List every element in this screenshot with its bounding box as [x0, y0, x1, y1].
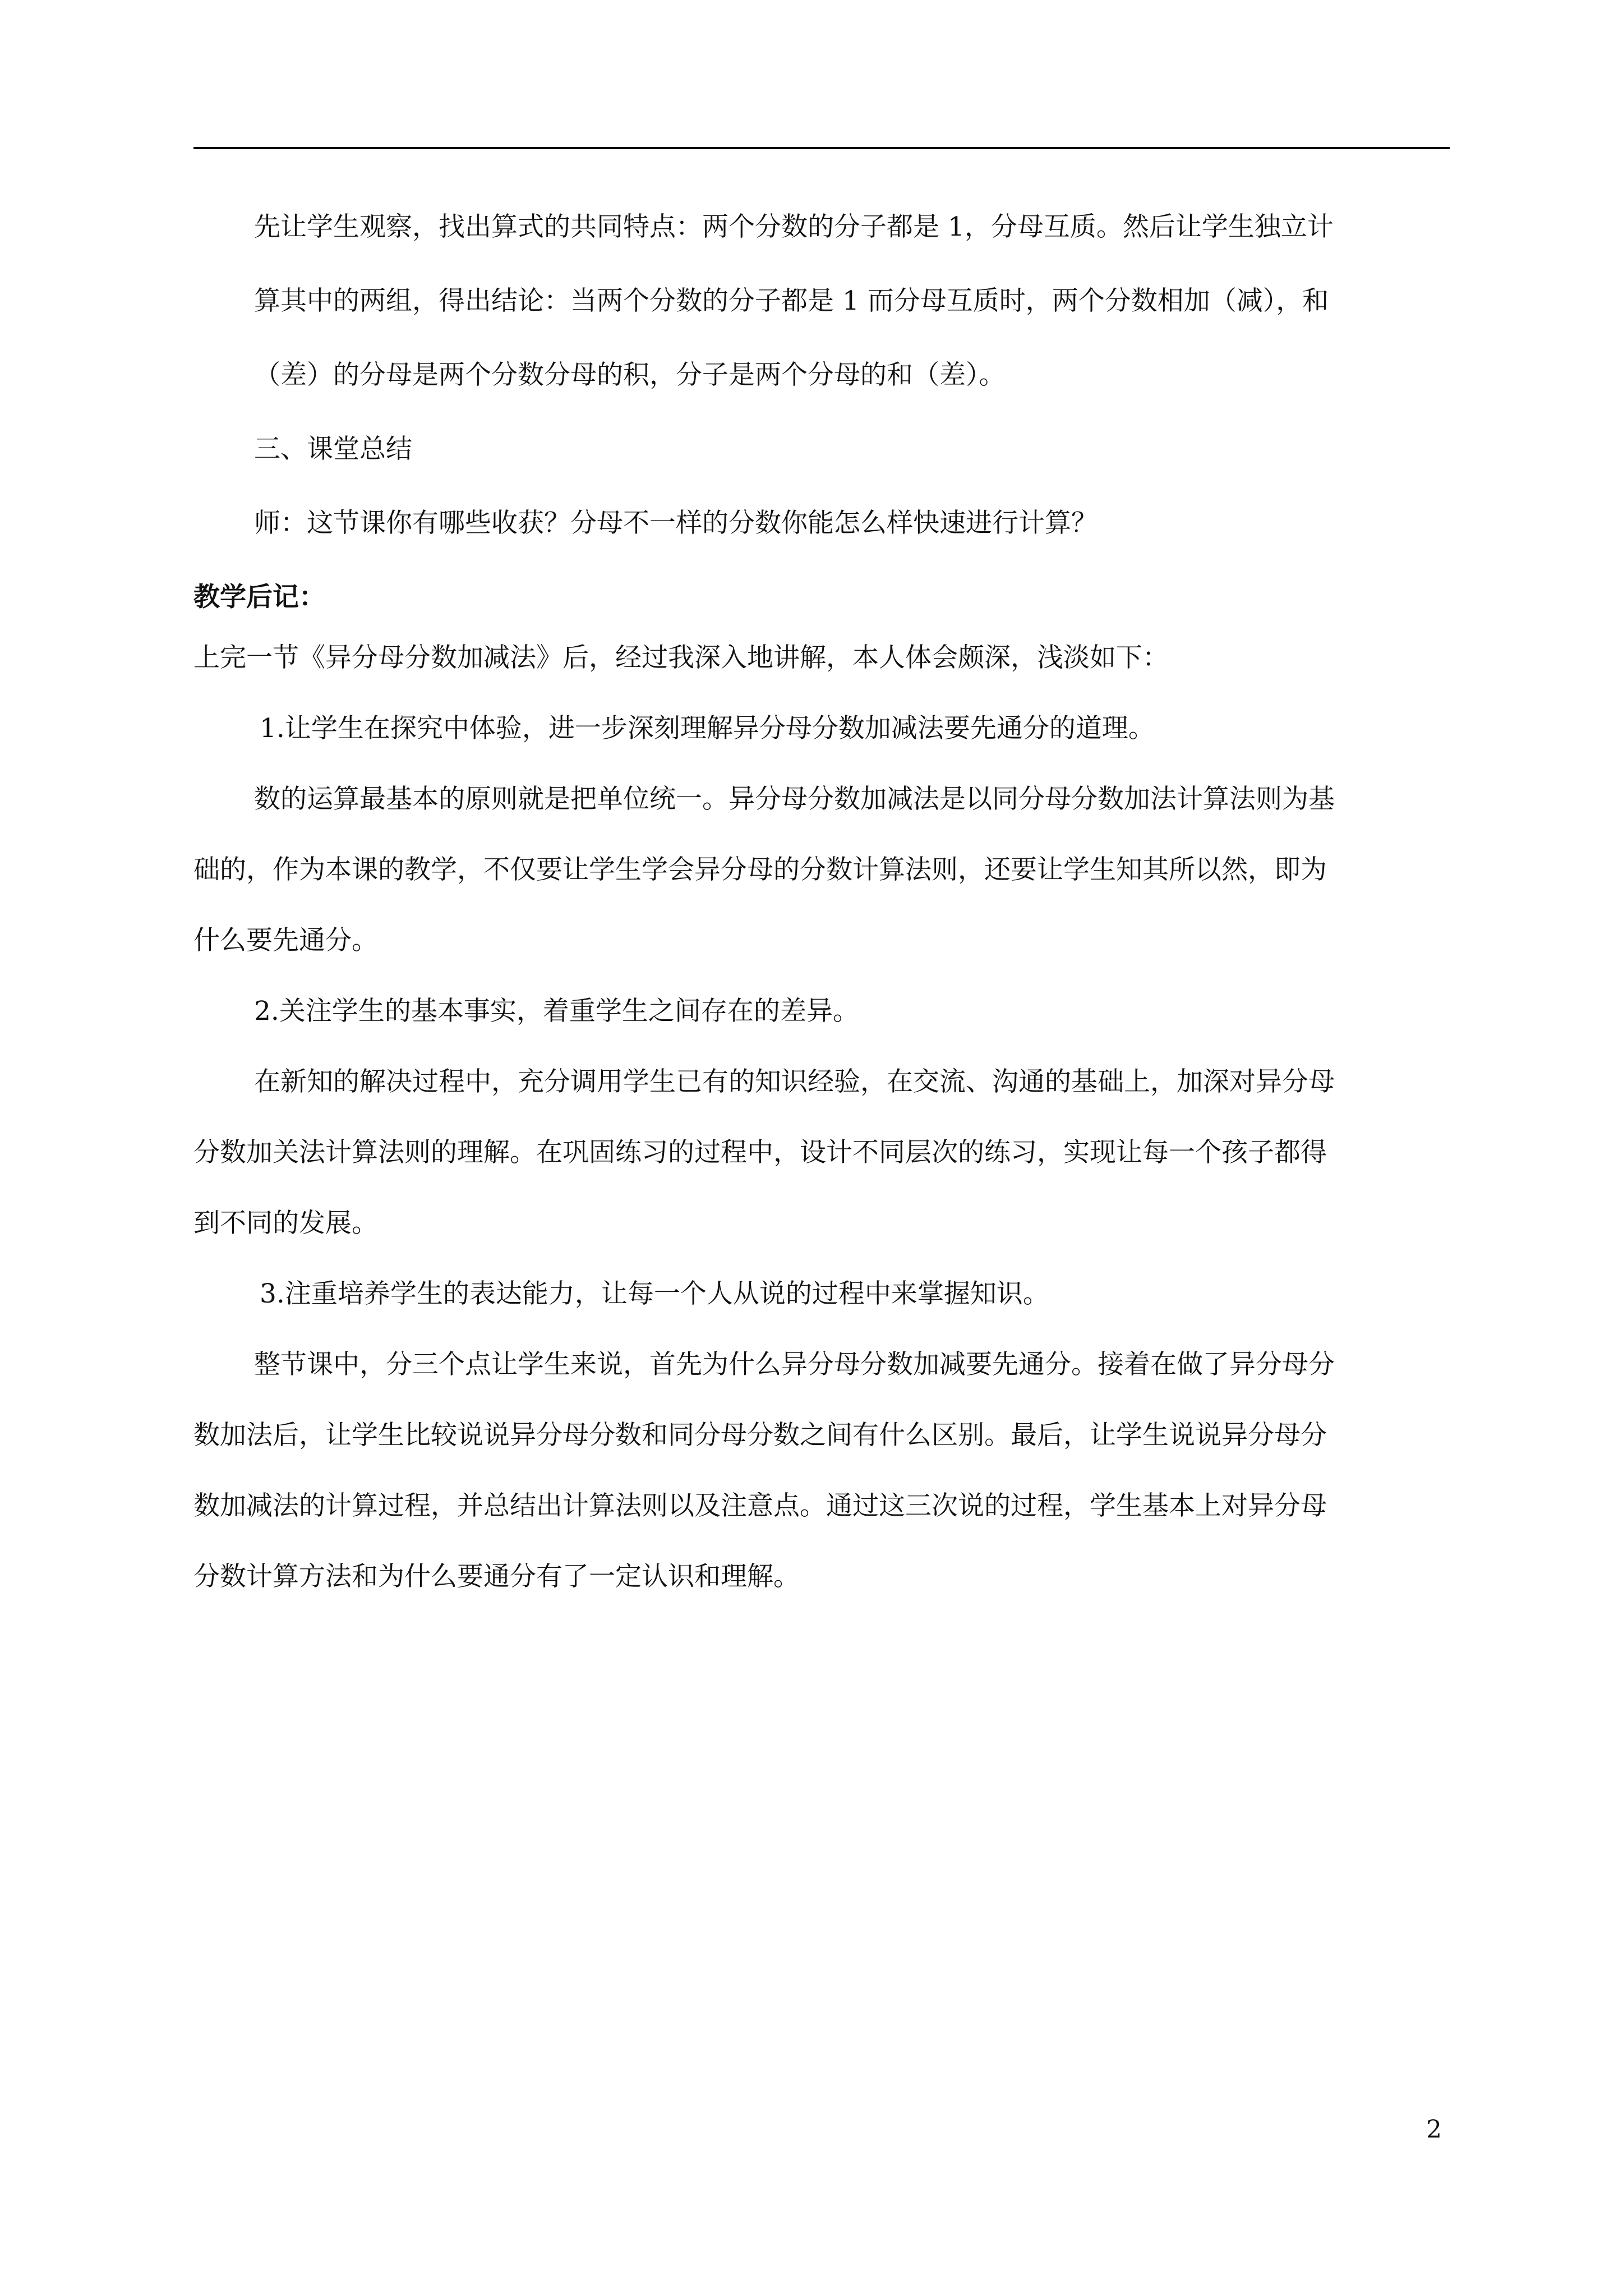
paragraph-line: 分数加关法计算法则的理解。在巩固练习的过程中，设计不同层次的练习，实现让每一个孩子都得	[193, 1137, 1327, 1168]
paragraph-line: 什么要先通分。	[193, 925, 378, 956]
paragraph-line: 分数计算方法和为什么要通分有了一定认识和理解。	[193, 1561, 800, 1592]
numbered-point: 3.注重培养学生的表达能力，让每一个人从说的过程中来掌握知识。	[260, 1278, 1049, 1309]
postscript-heading: 教学后记：	[193, 582, 325, 613]
paragraph-line: 数的运算最基本的原则就是把单位统一。异分母分数加减法是以同分母分数加法计算法则为基	[254, 784, 1335, 815]
paragraph-line: （差）的分母是两个分数分母的积，分子是两个分母的和（差）。	[254, 360, 1006, 390]
document-body	[193, 208, 1450, 1596]
paragraph-line: 上完一节《异分母分数加减法》后，经过我深入地讲解，本人体会颇深，浅淡如下：	[193, 642, 1169, 673]
paragraph-line: 师：这节课你有哪些收获？分母不一样的分数你能怎么样快速进行计算？	[254, 508, 1098, 539]
paragraph-line: 算其中的两组，得出结论：当两个分数的分子都是 1 而分母互质时，两个分数相加（减），和	[254, 286, 1329, 316]
paragraph-line: 在新知的解决过程中，充分调用学生已有的知识经验，在交流、沟通的基础上，加深对异分母	[254, 1066, 1335, 1097]
section-heading: 三、课堂总结	[254, 434, 412, 464]
paragraph-line: 数加法后，让学生比较说说异分母分数和同分母分数之间有什么区别。最后，让学生说说异分母分	[193, 1420, 1327, 1451]
numbered-point: 2.关注学生的基本事实，着重学生之间存在的差异。	[254, 996, 859, 1027]
paragraph-line: 数加减法的计算过程，并总结出计算法则以及注意点。通过这三次说的过程，学生基本上对异分母	[193, 1490, 1327, 1521]
paragraph-line: 先让学生观察，找出算式的共同特点：两个分数的分子都是 1，分母互质。然后让学生独立计	[254, 211, 1334, 242]
header-rule	[193, 147, 1450, 149]
paragraph-line: 整节课中，分三个点让学生来说，首先为什么异分母分数加减要先通分。接着在做了异分母分	[254, 1349, 1335, 1380]
page-number: 2	[1426, 2115, 1442, 2144]
paragraph-line: 到不同的发展。	[193, 1208, 378, 1239]
numbered-point: 1.让学生在探究中体验，进一步深刻理解异分母分数加减法要先通分的道理。	[260, 713, 1155, 744]
paragraph-line: 础的，作为本课的教学，不仅要让学生学会异分母的分数计算法则，还要让学生知其所以然，即为	[193, 854, 1327, 885]
